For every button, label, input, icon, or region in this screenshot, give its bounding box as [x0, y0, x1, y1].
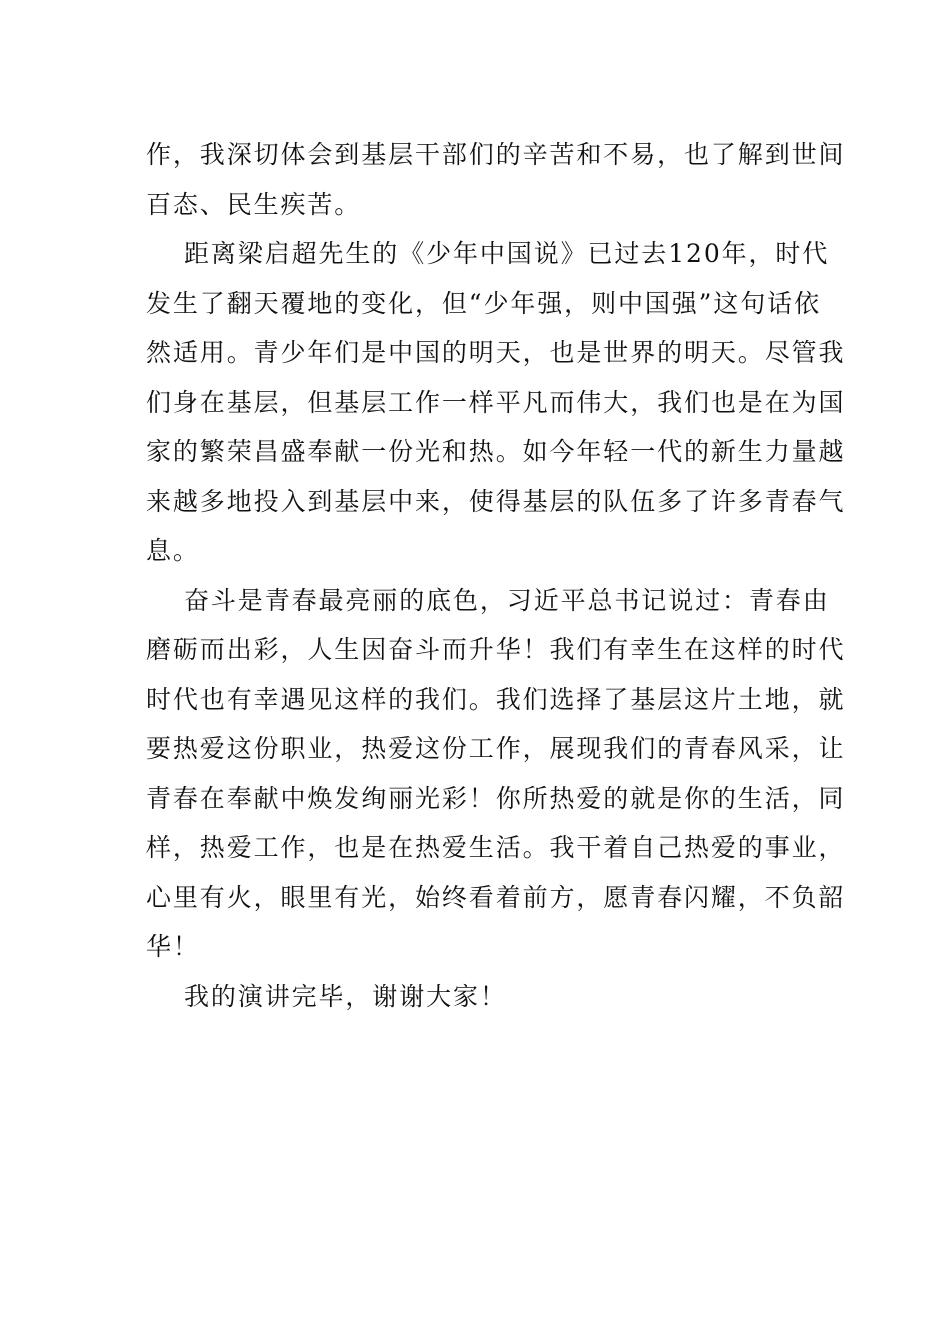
text-line: 要热爱这份职业，热爱这份工作，展现我们的青春风采，让 — [146, 734, 846, 763]
text-line: 距离梁启超先生的《少年中国说》已过去120年，时代 — [184, 239, 830, 268]
text-line: 家的繁荣昌盛奉献一份光和热。如今年轻一代的新生力量越 — [146, 437, 846, 466]
text-line: 然适用。青少年们是中国的明天，也是世界的明天。尽管我 — [146, 338, 846, 367]
text-line: 息。 — [146, 536, 200, 565]
text-line: 奋斗是青春最亮丽的底色，习近平总书记说过：青春由 — [184, 585, 830, 615]
text-line: 百态、民生疾苦。 — [146, 189, 362, 219]
text-line: 磨砺而出彩，人生因奋斗而升华！我们有幸生在这样的时代 — [146, 635, 846, 664]
text-line: 心里有火，眼里有光，始终看着前方，愿青春闪耀，不负韶 — [146, 882, 846, 912]
text-line: 我的演讲完毕，谢谢大家！ — [184, 981, 507, 1011]
speech-body — [146, 130, 846, 1021]
text-line: 时代也有幸遇见这样的我们。我们选择了基层这片土地，就 — [146, 684, 846, 714]
text-line: 来越多地投入到基层中来，使得基层的队伍多了许多青春气 — [146, 486, 846, 516]
text-line: 发生了翻天覆地的变化，但“少年强，则中国强”这句话依 — [146, 288, 821, 318]
text-line: 作，我深切体会到基层干部们的辛苦和不易，也了解到世间 — [146, 140, 846, 169]
text-line: 们身在基层，但基层工作一样平凡而伟大，我们也是在为国 — [146, 387, 846, 417]
text-line: 样，热爱工作，也是在热爱生活。我干着自己热爱的事业， — [146, 833, 846, 862]
text-line: 华！ — [146, 932, 200, 961]
text-line: 青春在奉献中焕发绚丽光彩！你所热爱的就是你的生活，同 — [146, 783, 846, 813]
